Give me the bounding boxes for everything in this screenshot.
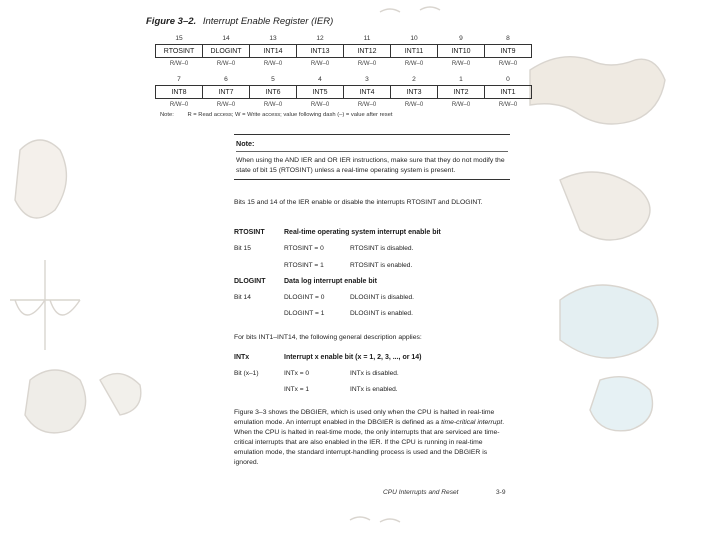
- bit-access: R/W–0: [216, 102, 236, 108]
- rtosint-row: [234, 245, 413, 252]
- bit-name: INT14: [250, 45, 297, 58]
- bit-name: INT6: [250, 86, 297, 99]
- bit-access: R/W–0: [216, 61, 236, 67]
- bit-number: 13: [269, 34, 277, 42]
- intx-desc: Interrupt x enable bit (x = 1, 2, 3, ..., or 14): [284, 354, 422, 361]
- intx-heading: [234, 354, 422, 361]
- bit-access: R/W–0: [263, 61, 283, 67]
- intx-name: INTx: [234, 354, 250, 361]
- bit-name: INT2: [438, 86, 485, 99]
- bit-number: 9: [459, 34, 463, 42]
- intx-row: [234, 386, 398, 393]
- bit-name: INT12: [344, 45, 391, 58]
- bit-number: 7: [177, 75, 181, 83]
- rtosint-desc: Real-time operating system interrupt enable bit: [284, 229, 441, 236]
- intx-row: [234, 370, 399, 377]
- bit-access: R/W–0: [404, 61, 424, 67]
- bit-number: 12: [316, 34, 324, 42]
- intro-paragraph: Bits 15 and 14 of the IER enable or disable the interrupts RTOSINT and DLOGINT.: [234, 199, 483, 206]
- bit-access: R/W–0: [169, 102, 189, 108]
- register-table-high: [155, 32, 532, 70]
- legend-note-label: Note:: [160, 112, 174, 118]
- intx-cond: INTx = 1: [284, 386, 310, 393]
- general-paragraph: For bits INT1–INT14, the following general description applies:: [234, 334, 422, 341]
- figure-title: Interrupt Enable Register (IER): [202, 16, 334, 27]
- rtosint-cond: RTOSINT = 0: [284, 245, 324, 252]
- bit-number: 5: [271, 75, 275, 83]
- bit-access: R/W–0: [357, 102, 377, 108]
- rtosint-heading: [234, 229, 441, 236]
- bit-name: INT4: [344, 86, 391, 99]
- bit-number: 4: [318, 75, 322, 83]
- bit-name: INT9: [485, 45, 532, 58]
- dlogint-bit: Bit 14: [234, 294, 251, 301]
- intx-result: INTx is disabled.: [350, 370, 399, 377]
- bit-access: R/W–0: [451, 61, 471, 67]
- intx-bit: Bit (x–1): [234, 370, 259, 377]
- bit-number: 3: [365, 75, 369, 83]
- final-paragraph-emphasis: time-critical interrupt: [441, 419, 503, 426]
- register-legend-note: [160, 112, 392, 118]
- intx-result: INTx is enabled.: [350, 386, 398, 393]
- figure-caption: [146, 16, 333, 27]
- bit-number: 11: [363, 34, 371, 42]
- bit-name: INT7: [203, 86, 250, 99]
- dlogint-result: DLOGINT is disabled.: [350, 294, 415, 301]
- bit-name: INT3: [391, 86, 438, 99]
- rtosint-row: [234, 262, 412, 269]
- legend-note-text: R = Read access; W = Write access; value following dash (–) = value after reset: [187, 112, 393, 118]
- bit-number: 0: [506, 75, 510, 83]
- bit-name: RTOSINT: [156, 45, 203, 58]
- bit-name: INT11: [391, 45, 438, 58]
- register-table-low: [155, 73, 532, 111]
- bit-access: R/W–0: [451, 102, 471, 108]
- rtosint-name: RTOSINT: [234, 229, 265, 236]
- dlogint-row: [234, 310, 413, 317]
- rtosint-result: RTOSINT is enabled.: [350, 262, 413, 269]
- rtosint-cond: RTOSINT = 1: [284, 262, 324, 269]
- bit-number: 10: [410, 34, 418, 42]
- bit-name: INT10: [438, 45, 485, 58]
- final-paragraph-after: . When the CPU is halted in real-time mode, the only interrupts that are serviced are time-critical interrupts that are also enabled in the IER. If the CPU is running in real-time emulation mode, the standard interrupt-handling process is used and the DBGIER is ignored.: [234, 419, 505, 466]
- bit-access: R/W–0: [357, 61, 377, 67]
- final-paragraph-before: Figure 3–3 shows the DBGIER, which is used only when the CPU is halted in real-time emulation mode. An interrupt enabled in the DBGIER is defined as a: [234, 409, 495, 426]
- bit-access: R/W–0: [498, 102, 518, 108]
- footer-page-number: 3-9: [496, 489, 506, 496]
- bit-number: 14: [222, 34, 230, 42]
- bit-name: INT13: [297, 45, 344, 58]
- bit-number: 8: [506, 34, 510, 42]
- bit-access: R/W–0: [498, 61, 518, 67]
- bit-number: 2: [412, 75, 416, 83]
- bit-number: 1: [459, 75, 463, 83]
- bit-name: DLOGINT: [203, 45, 250, 58]
- final-paragraph: [234, 408, 506, 468]
- dlogint-cond: DLOGINT = 1: [284, 310, 325, 317]
- dlogint-result: DLOGINT is enabled.: [350, 310, 413, 317]
- dlogint-name: DLOGINT: [234, 278, 266, 285]
- figure-label: Figure 3–2.: [146, 16, 197, 27]
- dlogint-row: [234, 294, 414, 301]
- footer-section-title: CPU Interrupts and Reset: [383, 489, 459, 496]
- bit-number: 6: [224, 75, 228, 83]
- note-box-title: Note:: [236, 139, 508, 152]
- bit-access: R/W–0: [263, 102, 283, 108]
- bit-access: R/W–0: [169, 61, 189, 67]
- rtosint-bit: Bit 15: [234, 245, 251, 252]
- bit-name: INT8: [156, 86, 203, 99]
- bit-name: INT1: [485, 86, 532, 99]
- bit-access: R/W–0: [404, 102, 424, 108]
- dlogint-heading: [234, 278, 377, 285]
- dlogint-desc: Data log interrupt enable bit: [284, 278, 377, 285]
- note-box: [234, 134, 510, 180]
- bit-access: R/W–0: [310, 102, 330, 108]
- note-box-body: When using the AND IER and OR IER instructions, make sure that they do not modify the state of bit 15 (RTOSINT) unless a real-time operating system is present.: [236, 157, 505, 174]
- rtosint-result: RTOSINT is disabled.: [350, 245, 414, 252]
- bit-access: R/W–0: [310, 61, 330, 67]
- intx-cond: INTx = 0: [284, 370, 310, 377]
- bit-number: 15: [175, 34, 183, 42]
- dlogint-cond: DLOGINT = 0: [284, 294, 325, 301]
- bit-name: INT5: [297, 86, 344, 99]
